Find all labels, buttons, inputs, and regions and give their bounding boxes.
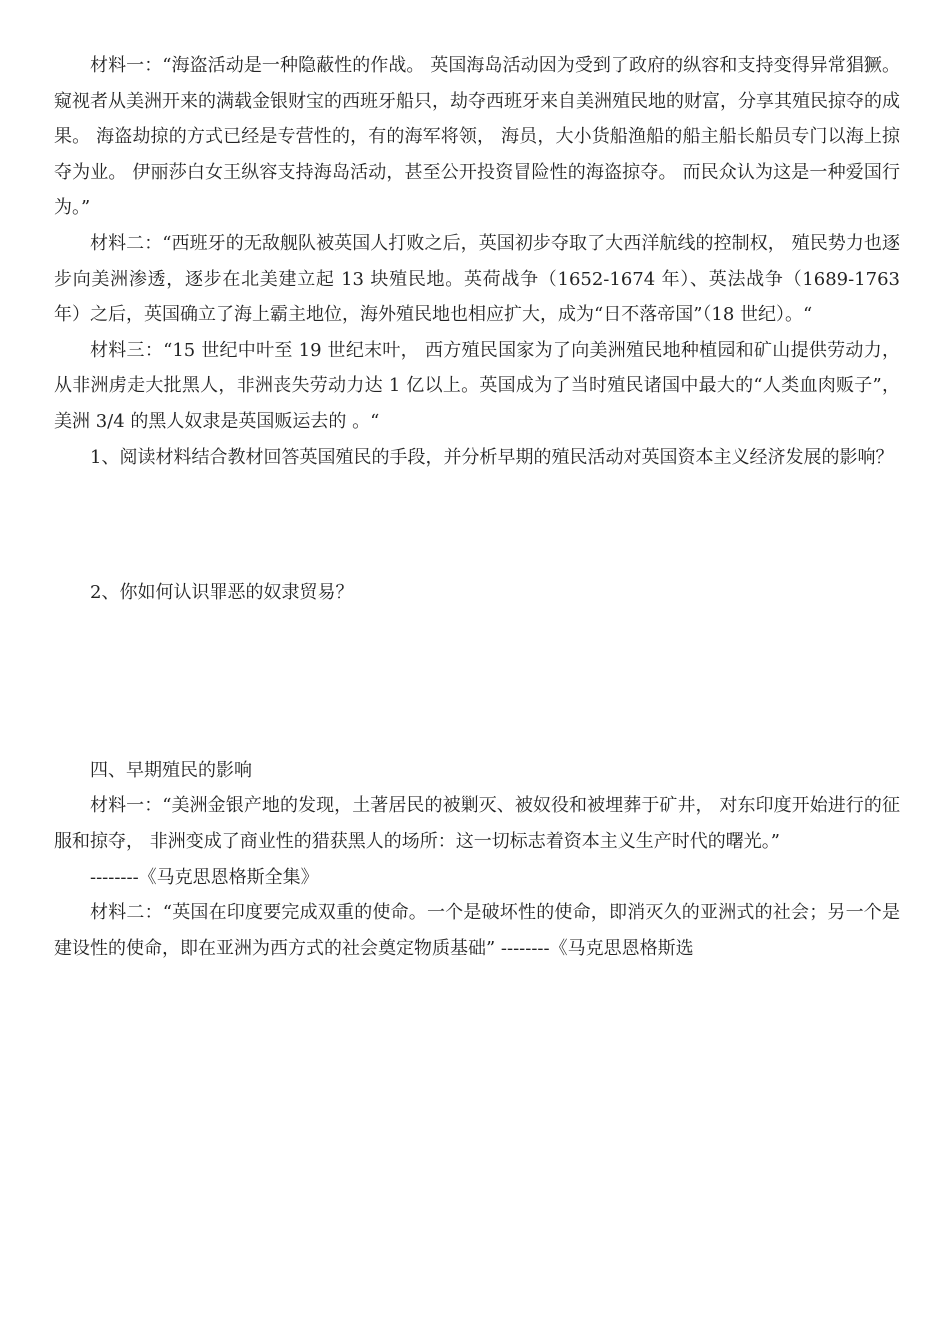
- answer-space-1: [54, 475, 900, 575]
- document-page: [54, 48, 900, 966]
- material-1-paragraph: 材料一：“海盗活动是一种隐蔽性的作战。 英国海岛活动因为受到了政府的纵容和支持变得异常猖獗。 窥视者从美洲开来的满载金银财宝的西班牙船只，劫夺西班牙来自美洲殖民地的财富，分享其殖民掠夺的成果。 海盗劫掠的方式已经是专营性的，有的海军将领， 海员，大小货船渔船的船主船长船员专门以海上掠夺为业。 伊丽莎白女王纵容支持海岛活动，甚至公开投资冒险性的海盗掠夺。 而民众认为这是一种爱国行为。”: [54, 55, 900, 219]
- section4-material-2-paragraph: 材料二：“英国在印度要完成双重的使命。一个是破坏性的使命，即消灭久的亚洲式的社会；另一个是建设性的使命，即在亚洲为西方式的社会奠定物质基础” --------《马克思恩格斯选: [54, 902, 900, 959]
- answer-space-2: [54, 611, 900, 753]
- section4-material-1-source: --------《马克思恩格斯全集》: [90, 866, 319, 888]
- section-heading: 四、早期殖民的影响: [90, 759, 252, 781]
- section4-material-1-paragraph: 材料一：“美洲金银产地的发现，土著居民的被剿灭、被奴役和被埋葬于矿井， 对东印度开始进行的征服和掠夺， 非洲变成了商业性的猎获黑人的场所：这一切标志着资本主义生产时代的曙光。”: [54, 795, 900, 852]
- material-3-paragraph: 材料三：“15 世纪中叶至 19 世纪末叶， 西方殖民国家为了向美洲殖民地种植园和矿山提供劳动力， 从非洲虏走大批黑人，非洲丧失劳动力达 1 亿以上。英国成为了当时殖民诸国中最大的“人类血肉贩子”，美洲 3/4 的黑人奴隶是英国贩运去的 。“: [54, 339, 900, 432]
- question-1: 1、阅读材料结合教材回答英国殖民的手段，并分析早期的殖民活动对英国资本主义经济发展的影响？: [90, 446, 894, 468]
- material-2-paragraph: 材料二：“西班牙的无敌舰队被英国人打败之后，英国初步夺取了大西洋航线的控制权， 殖民势力也逐步向美洲渗透，逐步在北美建立起 13 块殖民地。英荷战争（1652-1674 年）、英法战争（1689-1763 年）之后，英国确立了海上霸主地位，海外殖民地也相应扩大，成为“日不落帝国”（18 世纪）。“: [54, 232, 900, 326]
- question-2: 2、你如何认识罪恶的奴隶贸易？: [90, 582, 354, 604]
